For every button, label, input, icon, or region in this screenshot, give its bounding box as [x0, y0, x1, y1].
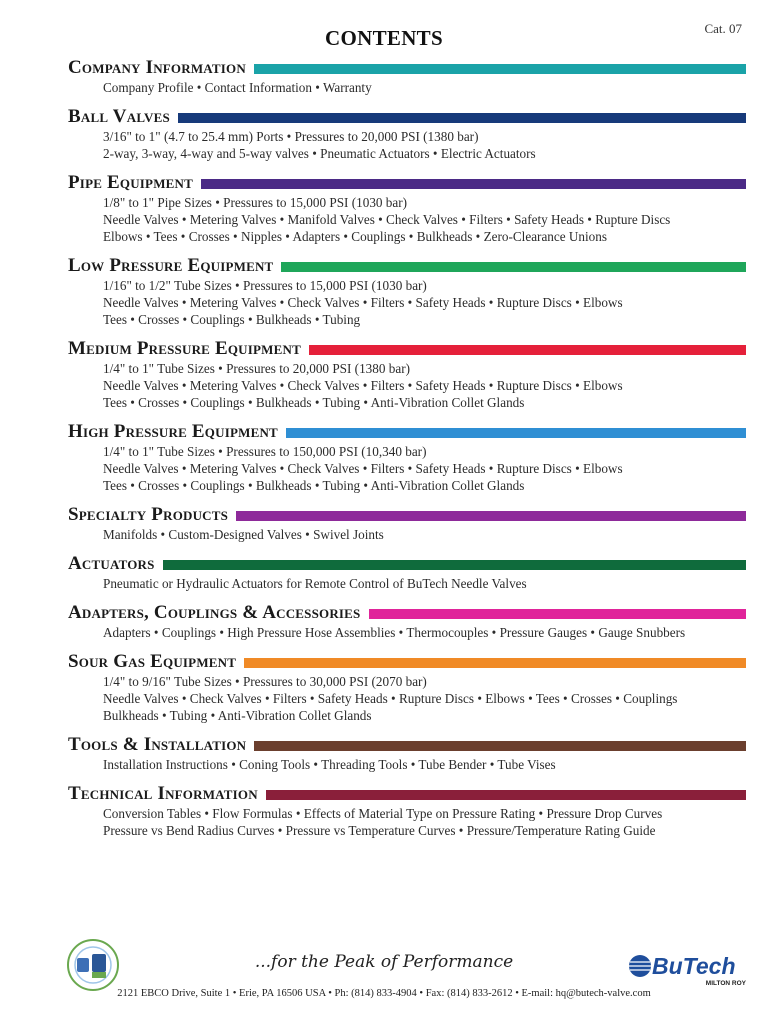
section: [68, 254, 746, 337]
section-heading-row: [68, 650, 746, 673]
section-line: Company Profile • Contact Information • Warranty: [103, 80, 372, 95]
section: [68, 56, 746, 105]
section: [68, 552, 746, 601]
section: [68, 782, 746, 848]
section-line: 1/4" to 9/16" Tube Sizes • Pressures to 30,000 PSI (2070 bar): [103, 674, 427, 689]
section-description: [68, 673, 746, 724]
section-line: Manifolds • Custom-Designed Valves • Swivel Joints: [103, 527, 384, 542]
section-color-bar: [178, 113, 746, 123]
section-color-bar: [309, 345, 746, 355]
section: [68, 105, 746, 171]
section-description: [68, 79, 746, 96]
section-color-bar: [266, 790, 746, 800]
section-line: Adapters • Couplings • High Pressure Hose Assemblies • Thermocouples • Pressure Gauges • Gauge Snubbers: [103, 625, 686, 640]
section-description: [68, 443, 746, 494]
section-line: 1/4" to 1" Tube Sizes • Pressures to 20,000 PSI (1380 bar): [103, 361, 410, 376]
section: [68, 503, 746, 552]
section-heading-row: [68, 782, 746, 805]
section-description: [68, 805, 746, 839]
section-line: Tees • Crosses • Couplings • Bulkheads • Tubing • Anti-Vibration Collet Glands: [103, 395, 525, 410]
section-line: Conversion Tables • Flow Formulas • Effects of Material Type on Pressure Rating • Pressure Drop Curves: [103, 806, 663, 821]
butech-logo: [628, 950, 748, 990]
section: [68, 420, 746, 503]
section-heading-row: [68, 105, 746, 128]
tagline: ...for the Peak of Performance: [254, 952, 514, 972]
brand-name: BuTech: [652, 953, 736, 979]
section-color-bar: [163, 560, 746, 570]
section-heading-row: [68, 337, 746, 360]
section-line: 3/16" to 1" (4.7 to 25.4 mm) Ports • Pressures to 20,000 PSI (1380 bar): [103, 129, 479, 144]
section-heading-row: [68, 601, 746, 624]
section-line: Installation Instructions • Coning Tools • Threading Tools • Tube Bender • Tube Vises: [103, 757, 556, 772]
section-line: Needle Valves • Check Valves • Filters • Safety Heads • Rupture Discs • Elbows • Tees • Crosses • Couplings: [103, 691, 678, 706]
section-heading-row: [68, 503, 746, 526]
section-heading-row: [68, 56, 746, 79]
section-description: [68, 624, 746, 641]
section-color-bar: [254, 741, 746, 751]
section-heading: Low Pressure Equipment: [68, 254, 274, 276]
section-heading: Pipe Equipment: [68, 171, 193, 193]
section-line: Needle Valves • Metering Valves • Check Valves • Filters • Safety Heads • Rupture Discs • Elbows: [103, 378, 623, 393]
section-heading: Company Information: [68, 56, 246, 78]
section-color-bar: [281, 262, 746, 272]
section-color-bar: [236, 511, 746, 521]
section-line: Tees • Crosses • Couplings • Bulkheads • Tubing: [103, 312, 361, 327]
section-heading-row: [68, 254, 746, 277]
section-description: [68, 575, 746, 592]
footer-address: 2121 EBCO Drive, Suite 1 • Erie, PA 16506 USA • Ph: (814) 833-4904 • Fax: (814) 833-2612 • E-mail: hq@butech-valve.com: [117, 988, 651, 999]
section-line: Needle Valves • Metering Valves • Check Valves • Filters • Safety Heads • Rupture Discs • Elbows: [103, 295, 623, 310]
section-heading: Actuators: [68, 552, 155, 574]
section-description: [68, 360, 746, 411]
section: [68, 337, 746, 420]
section-line: Pressure vs Bend Radius Curves • Pressure vs Temperature Curves • Pressure/Temperature Rating Guide: [103, 823, 656, 838]
section-heading-row: [68, 552, 746, 575]
section: [68, 601, 746, 650]
section-line: Needle Valves • Metering Valves • Check Valves • Filters • Safety Heads • Rupture Discs • Elbows: [103, 461, 623, 476]
section-heading-row: [68, 171, 746, 194]
section-line: Elbows • Tees • Crosses • Nipples • Adapters • Couplings • Bulkheads • Zero-Clearance Unions: [103, 229, 607, 244]
section-line: Needle Valves • Metering Valves • Manifold Valves • Check Valves • Filters • Safety Heads • Rupture Discs: [103, 212, 671, 227]
section-heading: Ball Valves: [68, 105, 170, 127]
section-description: [68, 194, 746, 245]
section: [68, 733, 746, 782]
section-description: [68, 756, 746, 773]
section-heading: Sour Gas Equipment: [68, 650, 237, 672]
section-color-bar: [286, 428, 746, 438]
section-line: 1/8" to 1" Pipe Sizes • Pressures to 15,000 PSI (1030 bar): [103, 195, 408, 210]
section-color-bar: [254, 64, 746, 74]
section-heading: Medium Pressure Equipment: [68, 337, 301, 359]
section-line: 2-way, 3-way, 4-way and 5-way valves • Pneumatic Actuators • Electric Actuators: [103, 146, 536, 161]
section-line: 1/4" to 1" Tube Sizes • Pressures to 150,000 PSI (10,340 bar): [103, 444, 427, 459]
section-heading: High Pressure Equipment: [68, 420, 278, 442]
section-heading-row: [68, 733, 746, 756]
section-line: 1/16" to 1/2" Tube Sizes • Pressures to 15,000 PSI (1030 bar): [103, 278, 427, 293]
section-description: [68, 128, 746, 162]
page-title: CONTENTS: [325, 26, 443, 50]
section-line: Pneumatic or Hydraulic Actuators for Remote Control of BuTech Needle Valves: [103, 576, 527, 591]
section-heading: Tools & Installation: [68, 733, 247, 755]
section: [68, 650, 746, 733]
globe-icon: [629, 955, 651, 977]
section-heading: Specialty Products: [68, 503, 229, 525]
section-heading: Technical Information: [68, 782, 258, 804]
section-heading-row: [68, 420, 746, 443]
section-line: Bulkheads • Tubing • Anti-Vibration Collet Glands: [103, 708, 372, 723]
section-line: Tees • Crosses • Couplings • Bulkheads • Tubing • Anti-Vibration Collet Glands: [103, 478, 525, 493]
brand-subtitle: MILTON ROY: [705, 980, 746, 987]
contents-list: [68, 56, 746, 848]
section-description: [68, 526, 746, 543]
catalog-number: Cat. 07: [704, 21, 742, 36]
section-color-bar: [201, 179, 746, 189]
section-color-bar: [369, 609, 747, 619]
section-description: [68, 277, 746, 328]
section-color-bar: [244, 658, 746, 668]
section: [68, 171, 746, 254]
section-heading: Adapters, Couplings & Accessories: [68, 601, 361, 623]
